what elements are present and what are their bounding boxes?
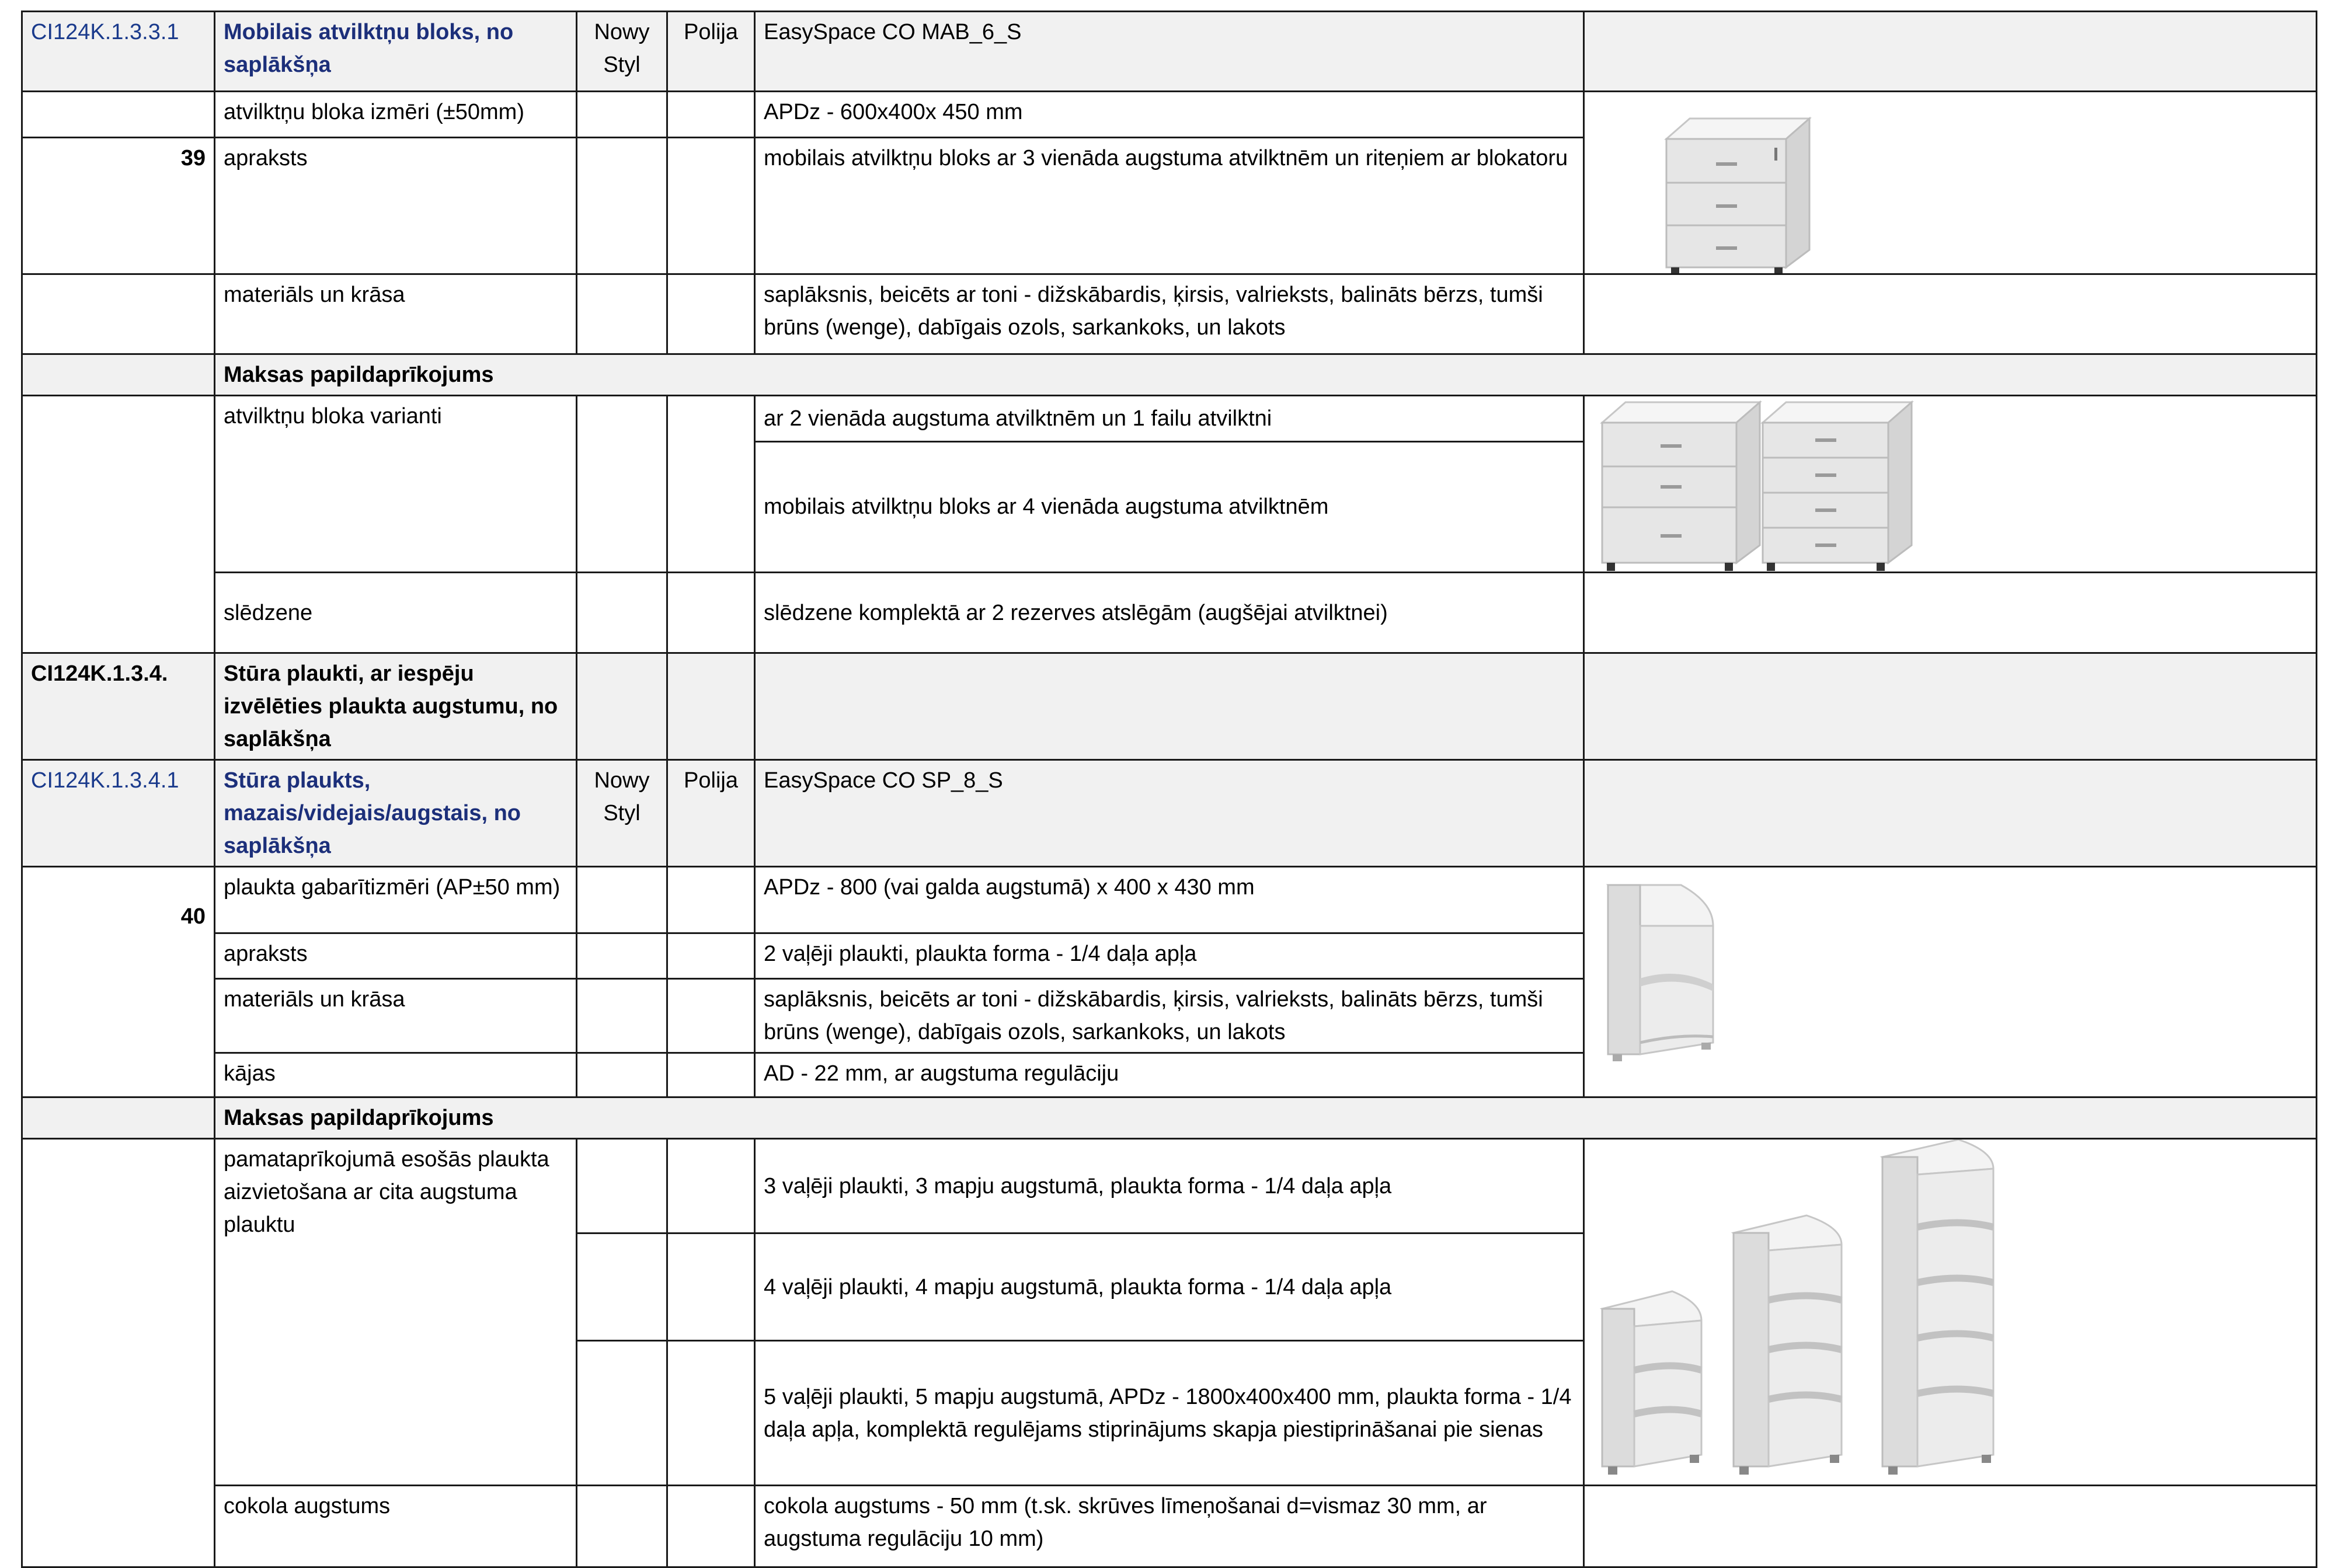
image-cell [1584, 867, 2317, 1097]
table-row [22, 396, 2317, 442]
table-row [22, 1097, 2317, 1139]
item-code: CI124K.1.3.3.1 [22, 12, 215, 92]
model-cell: EasySpace CO MAB_6_S [755, 12, 1584, 92]
param-label: cokola augstums [215, 1486, 577, 1567]
param-label: pamataprīkojumā esošās plaukta aizvietošana ar cita augstuma plauktu [215, 1139, 577, 1486]
num-cell [22, 92, 215, 138]
table-row [22, 653, 2317, 760]
param-value: slēdzene komplektā ar 2 rezerves atslēgām (augšējai atvilktnei) [755, 573, 1584, 653]
param-value: cokola augstums - 50 mm (t.sk. skrūves līmeņošanai d=vismaz 30 mm, ar augstuma regulāciju 10 mm) [755, 1486, 1584, 1567]
model-cell: EasySpace CO SP_8_S [755, 760, 1584, 867]
param-label: kājas [215, 1053, 577, 1097]
item-number: 40 [22, 867, 215, 1097]
param-value: mobilais atvilktņu bloks ar 4 vienāda augstuma atvilktnēm [755, 441, 1584, 572]
table-row [22, 867, 2317, 933]
table-row [22, 12, 2317, 92]
table-row [22, 354, 2317, 396]
table-row [22, 1486, 2317, 1567]
param-label: atvilktņu bloka izmēri (±50mm) [215, 92, 577, 138]
item-code: CI124K.1.3.4.1 [22, 760, 215, 867]
section-label: Maksas papildaprīkojums [215, 1097, 2317, 1139]
drawer-units-image [1585, 396, 2317, 572]
param-value: 2 vaļēji plaukti, plaukta forma - 1/4 daļa apļa [755, 933, 1584, 979]
item-name: Mobilais atvilktņu bloks, no saplākšņa [215, 12, 577, 92]
table-row [22, 1139, 2317, 1234]
param-label: materiāls un krāsa [215, 274, 577, 354]
table-row [22, 760, 2317, 867]
param-value: 4 vaļēji plaukti, 4 mapju augstumā, plaukta forma - 1/4 daļa apļa [755, 1234, 1584, 1341]
item-name: Stūra plaukti, ar iespēju izvēlēties plaukta augstumu, no saplākšņa [215, 653, 577, 760]
param-label: materiāls un krāsa [215, 979, 577, 1053]
image-cell [1584, 1139, 2317, 1486]
supplier-cell: Polija [667, 760, 755, 867]
param-value: APDz - 600x400x 450 mm [755, 92, 1584, 138]
item-name: Stūra plaukts, mazais/videjais/augstais, no saplākšņa [215, 760, 577, 867]
specification-table [21, 11, 2317, 1568]
corner-shelves-image [1585, 1140, 2317, 1484]
brand-cell: Nowy Styl [577, 12, 667, 92]
param-value: mobilais atvilktņu bloks ar 3 vienāda augstuma atvilktnēm un riteņiem ar blokatoru [755, 137, 1584, 274]
param-value: saplāksnis, beicēts ar toni - dižskābardis, ķirsis, valrieksts, balināts bērzs, tumši brūns (wenge), dabīgais ozols, sarkankoks, un lakots [755, 274, 1584, 354]
table-row [22, 274, 2317, 354]
image-cell [1584, 92, 2317, 274]
supplier-cell: Polija [667, 12, 755, 92]
drawer-unit-image [1585, 92, 2317, 273]
item-number: 39 [22, 137, 215, 274]
table-row [22, 92, 2317, 138]
param-value: AD - 22 mm, ar augstuma regulāciju [755, 1053, 1584, 1097]
param-value: APDz - 800 (vai galda augstumā) x 400 x 430 mm [755, 867, 1584, 933]
table-row [22, 573, 2317, 653]
param-value: saplāksnis, beicēts ar toni - dižskābardis, ķirsis, valrieksts, balināts bērzs, tumši brūns (wenge), dabīgais ozols, sarkankoks, un lakots [755, 979, 1584, 1053]
param-value: ar 2 vienāda augstuma atvilktnēm un 1 failu atvilktni [755, 396, 1584, 442]
param-label: plaukta gabarītizmēri (AP±50 mm) [215, 867, 577, 933]
param-value: 5 vaļēji plaukti, 5 mapju augstumā, APDz - 1800x400x400 mm, plaukta forma - 1/4 daļa apļa, komplektā regulējams stiprinājums skapja piestiprināšanai pie sienas [755, 1341, 1584, 1486]
param-label: atvilktņu bloka varianti [215, 396, 577, 573]
param-label: slēdzene [215, 573, 577, 653]
param-label: apraksts [215, 933, 577, 979]
corner-shelf-image [1585, 867, 2317, 1086]
image-cell [1584, 12, 2317, 92]
image-cell [1584, 396, 2317, 573]
item-code: CI124K.1.3.4. [22, 653, 215, 760]
param-label: apraksts [215, 137, 577, 274]
brand-cell: Nowy Styl [577, 760, 667, 867]
section-label: Maksas papildaprīkojums [215, 354, 2317, 396]
param-value: 3 vaļēji plaukti, 3 mapju augstumā, plaukta forma - 1/4 daļa apļa [755, 1139, 1584, 1234]
